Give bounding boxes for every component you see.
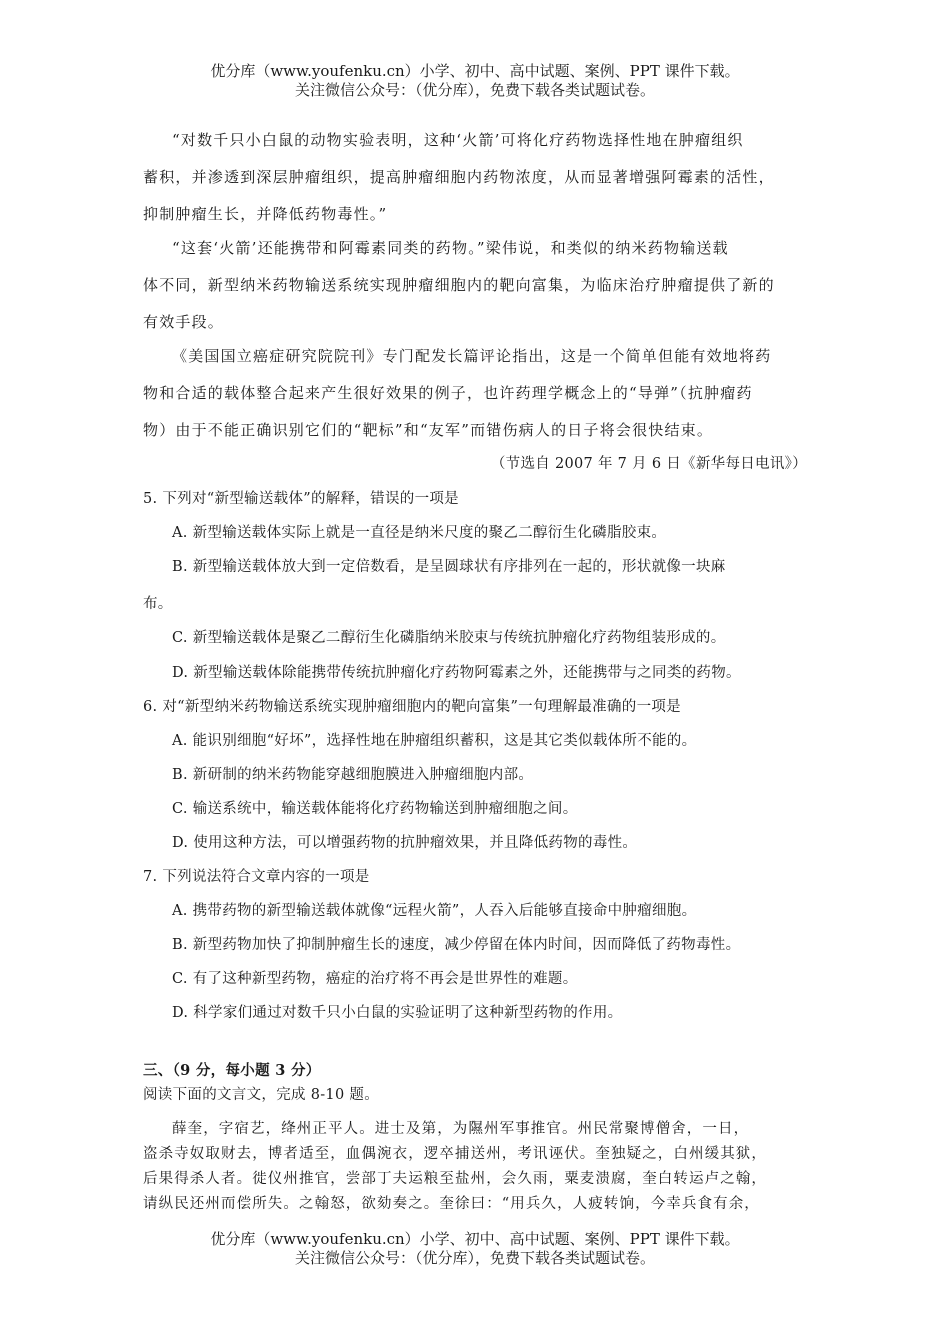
passage-line: 蓄积，并渗透到深层肿瘤组织，提高肿瘤细胞内药物浓度，从而显著增强阿霉素的活性， xyxy=(143,168,775,186)
section-3-instruction: 阅读下面的文言文，完成 8-10 题。 xyxy=(143,1087,379,1103)
question-7-option-c: C. 有了这种新型药物，癌症的治疗将不再会是世界性的难题。 xyxy=(172,971,578,987)
question-7-option-b: B. 新型药物加快了抑制肿瘤生长的速度，减少停留在体内时间，因而降低了药物毒性。 xyxy=(172,937,741,953)
passage-line: 有效手段。 xyxy=(143,313,225,331)
footer-site-line: 优分库（www.youfenku.cn）小学、初中、高中试题、案例、PPT 课件下载。 xyxy=(210,1230,740,1248)
passage-line: 物和合适的载体整合起来产生很好效果的例子，也许药理学概念上的“导弹”（抗肿瘤药 xyxy=(143,384,753,402)
question-5-option-d: D. 新型输送载体除能携带传统抗肿瘤化疗药物阿霉素之外，还能携带与之同类的药物。 xyxy=(172,665,741,681)
passage-line: 抑制肿瘤生长，并降低药物毒性。” xyxy=(143,205,388,223)
passage-line: 体不同，新型纳米药物输送系统实现肿瘤细胞内的靶向富集，为临床治疗肿瘤提供了新的 xyxy=(143,276,775,294)
passage-source: （节选自 2007 年 7 月 6 日《新华每日电讯》） xyxy=(490,456,807,472)
question-7-stem: 7. 下列说法符合文章内容的一项是 xyxy=(143,869,370,885)
header-wechat-line: 关注微信公众号：（优分库），免费下载各类试题试卷。 xyxy=(294,81,655,99)
footer-wechat-line: 关注微信公众号：（优分库），免费下载各类试题试卷。 xyxy=(294,1249,655,1267)
question-6-stem: 6. 对“新型纳米药物输送系统实现肿瘤细胞内的靶向富集”一句理解最准确的一项是 xyxy=(143,699,681,715)
question-5-option-a: A. 新型输送载体实际上就是一直径是纳米尺度的聚乙二醇衍生化磷脂胶束。 xyxy=(172,525,667,541)
passage-line: 《美国国立癌症研究院院刊》专门配发长篇评论指出，这是一个简单但能有效地将药 xyxy=(172,347,772,365)
question-5-option-b-cont: 布。 xyxy=(143,596,173,612)
question-6-option-c: C. 输送系统中，输送载体能将化疗药物输送到肿瘤细胞之间。 xyxy=(172,801,578,817)
classical-text-line: 后果得杀人者。徙仪州推官，尝部丁夫运粮至盐州，会久雨，粟麦溃腐，奎白转运卢之翰， xyxy=(143,1171,767,1187)
passage-line: “这套‘火箭’还能携带和阿霉素同类的药物。”梁伟说，和类似的纳米药物输送载 xyxy=(172,239,729,257)
question-6-option-a: A. 能识别细胞“好坏”，选择性地在肿瘤组织蓄积，这是其它类似载体所不能的。 xyxy=(172,733,697,749)
question-6-option-b: B. 新研制的纳米药物能穿越细胞膜进入肿瘤细胞内部。 xyxy=(172,767,534,783)
passage-line: 物）由于不能正确识别它们的“靶标”和“友军”而错伤病人的日子将会很快结束。 xyxy=(143,421,714,439)
page-header xyxy=(0,62,950,100)
question-5-stem: 5. 下列对“新型输送载体”的解释，错误的一项是 xyxy=(143,491,459,507)
classical-text-line: 请纵民还州而偿所失。之翰怒，欲劾奏之。奎徐曰：“用兵久，人疲转饷，今幸兵食有余， xyxy=(143,1196,760,1212)
question-5-option-c: C. 新型输送载体是聚乙二醇衍生化磷脂纳米胶束与传统抗肿瘤化疗药物组装形成的。 xyxy=(172,630,726,646)
page-footer xyxy=(0,1230,950,1268)
section-3-title: 三、（9 分，每小题 3 分） xyxy=(143,1062,321,1079)
passage-line: “对数千只小白鼠的动物实验表明，这种‘火箭’可将化疗药物选择性地在肿瘤组织 xyxy=(172,131,744,149)
classical-text-line: 盗杀寺奴取财去，博者适至，血偶涴衣，逻卒捕送州，考讯诬伏。奎独疑之，白州缓其狱， xyxy=(143,1146,767,1162)
question-6-option-d: D. 使用这种方法，可以增强药物的抗肿瘤效果，并且降低药物的毒性。 xyxy=(172,835,638,851)
classical-text-line: 薛奎，字宿艺，绛州正平人。进士及第，为隰州军事推官。州民常聚博僧舍，一日， xyxy=(172,1121,750,1137)
header-site-line: 优分库（www.youfenku.cn）小学、初中、高中试题、案例、PPT 课件下载。 xyxy=(210,62,740,80)
question-5-option-b: B. 新型输送载体放大到一定倍数看，是呈圆球状有序排列在一起的，形状就像一块麻 xyxy=(172,559,726,575)
question-7-option-d: D. 科学家们通过对数千只小白鼠的实验证明了这种新型药物的作用。 xyxy=(172,1005,623,1021)
question-7-option-a: A. 携带药物的新型输送载体就像“远程火箭”，人吞入后能够直接命中肿瘤细胞。 xyxy=(172,903,697,919)
